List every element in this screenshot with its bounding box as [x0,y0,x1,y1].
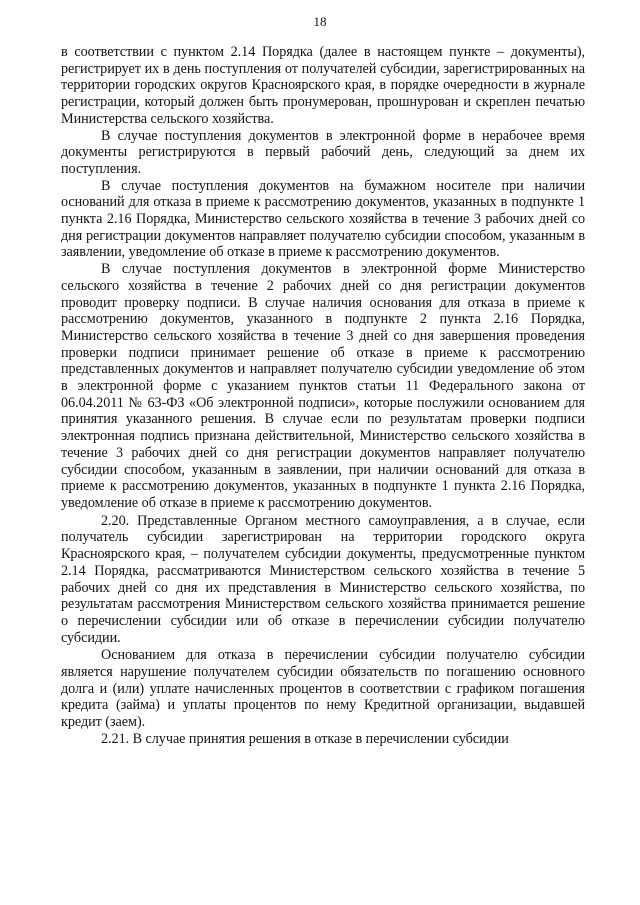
document-body [61,44,585,748]
paragraph-electronic-nonworking-time: В случае поступления документов в электронной форме в нерабочее время документы регистрируются в первый рабочий день, следующий за днем их поступления. [61,127,585,177]
paragraph-refusal-grounds: Основанием для отказа в перечислении субсидии получателю субсидии является нарушение получателем субсидии обязательств по погашению основного долга и (или) уплате начисленных процентов в соответствии с графиком погашения кредита (займа) и уплаты процентов по нему Кредитной организации, выдавшей кредит (заем). [61,647,585,731]
paragraph-registration: в соответствии с пунктом 2.14 Порядка (далее в настоящем пункте – документы), регистрирует их в день поступления от получателей субсидии, зарегистрированных на территории городских округов Красноярского края, в порядке очередности в журнале регистрации, который должен быть пронумерован, прошнурован и скреплен печатью Министерства сельского хозяйства. [61,44,585,127]
paragraph-section-2-20: 2.20. Представленные Органом местного самоуправления, а в случае, если получатель субсидии зарегистрирован на территории городского округа Красноярского края, – получателем субсидии документы, предусмотренные пунктом 2.14 Порядка, рассматриваются Министерством сельского хозяйства в течение 5 рабочих дней со дня их представления в Министерство сельского хозяйства, по результатам рассмотрения Министерством сельского хозяйства принимается решение о перечислении субсидии или об отказе в перечислении субсидии получателю субсидии. [61,512,585,646]
paragraph-section-2-21: 2.21. В случае принятия решения в отказе в перечислении субсидии [101,730,509,747]
paragraph-electronic-signature-check: В случае поступления документов в электронной форме Министерство сельского хозяйства в течение 2 рабочих дней со дня регистрации документов проводит проверку подписи. В случае наличия основания для отказа в приеме к рассмотрению документов, указанного в подпункте 2 пункта 2.16 Порядка, Министерство сельского хозяйства в течение 3 дней со дня завершения проведения проверки подписи принимает решение об отказе в приеме к рассмотрению представленных документов и направляет получателю субсидии уведомление об этом в электронной форме с указанием пунктов статьи 11 Федерального закона от 06.04.2011 № 63-ФЗ «Об электронной подписи», которые послужили основанием для принятия указанного решения. В случае если по результатам проверки подписи электронная подпись признана действительной, Министерство сельского хозяйства в течение 3 рабочих дней со дня регистрации документов направляет получателю субсидии способом, указанным в заявлении, при наличии оснований для отказа в приеме к рассмотрению документов, указанных в подпункте 1 пункта 2.16 Порядка, уведомление об отказе в приеме к рассмотрению документов. [61,261,585,511]
page-number: 18 [313,14,327,29]
paragraph-paper-refusal: В случае поступления документов на бумажном носителе при наличии оснований для отказа в приеме к рассмотрению документов, указанных в подпункте 1 пункта 2.16 Порядка, Министерство сельского хозяйства в течение 3 рабочих дней со дня регистрации документов направляет получателю субсидии способом, указанным в заявлении, уведомление об отказе в приеме к рассмотрению документов. [61,177,585,261]
